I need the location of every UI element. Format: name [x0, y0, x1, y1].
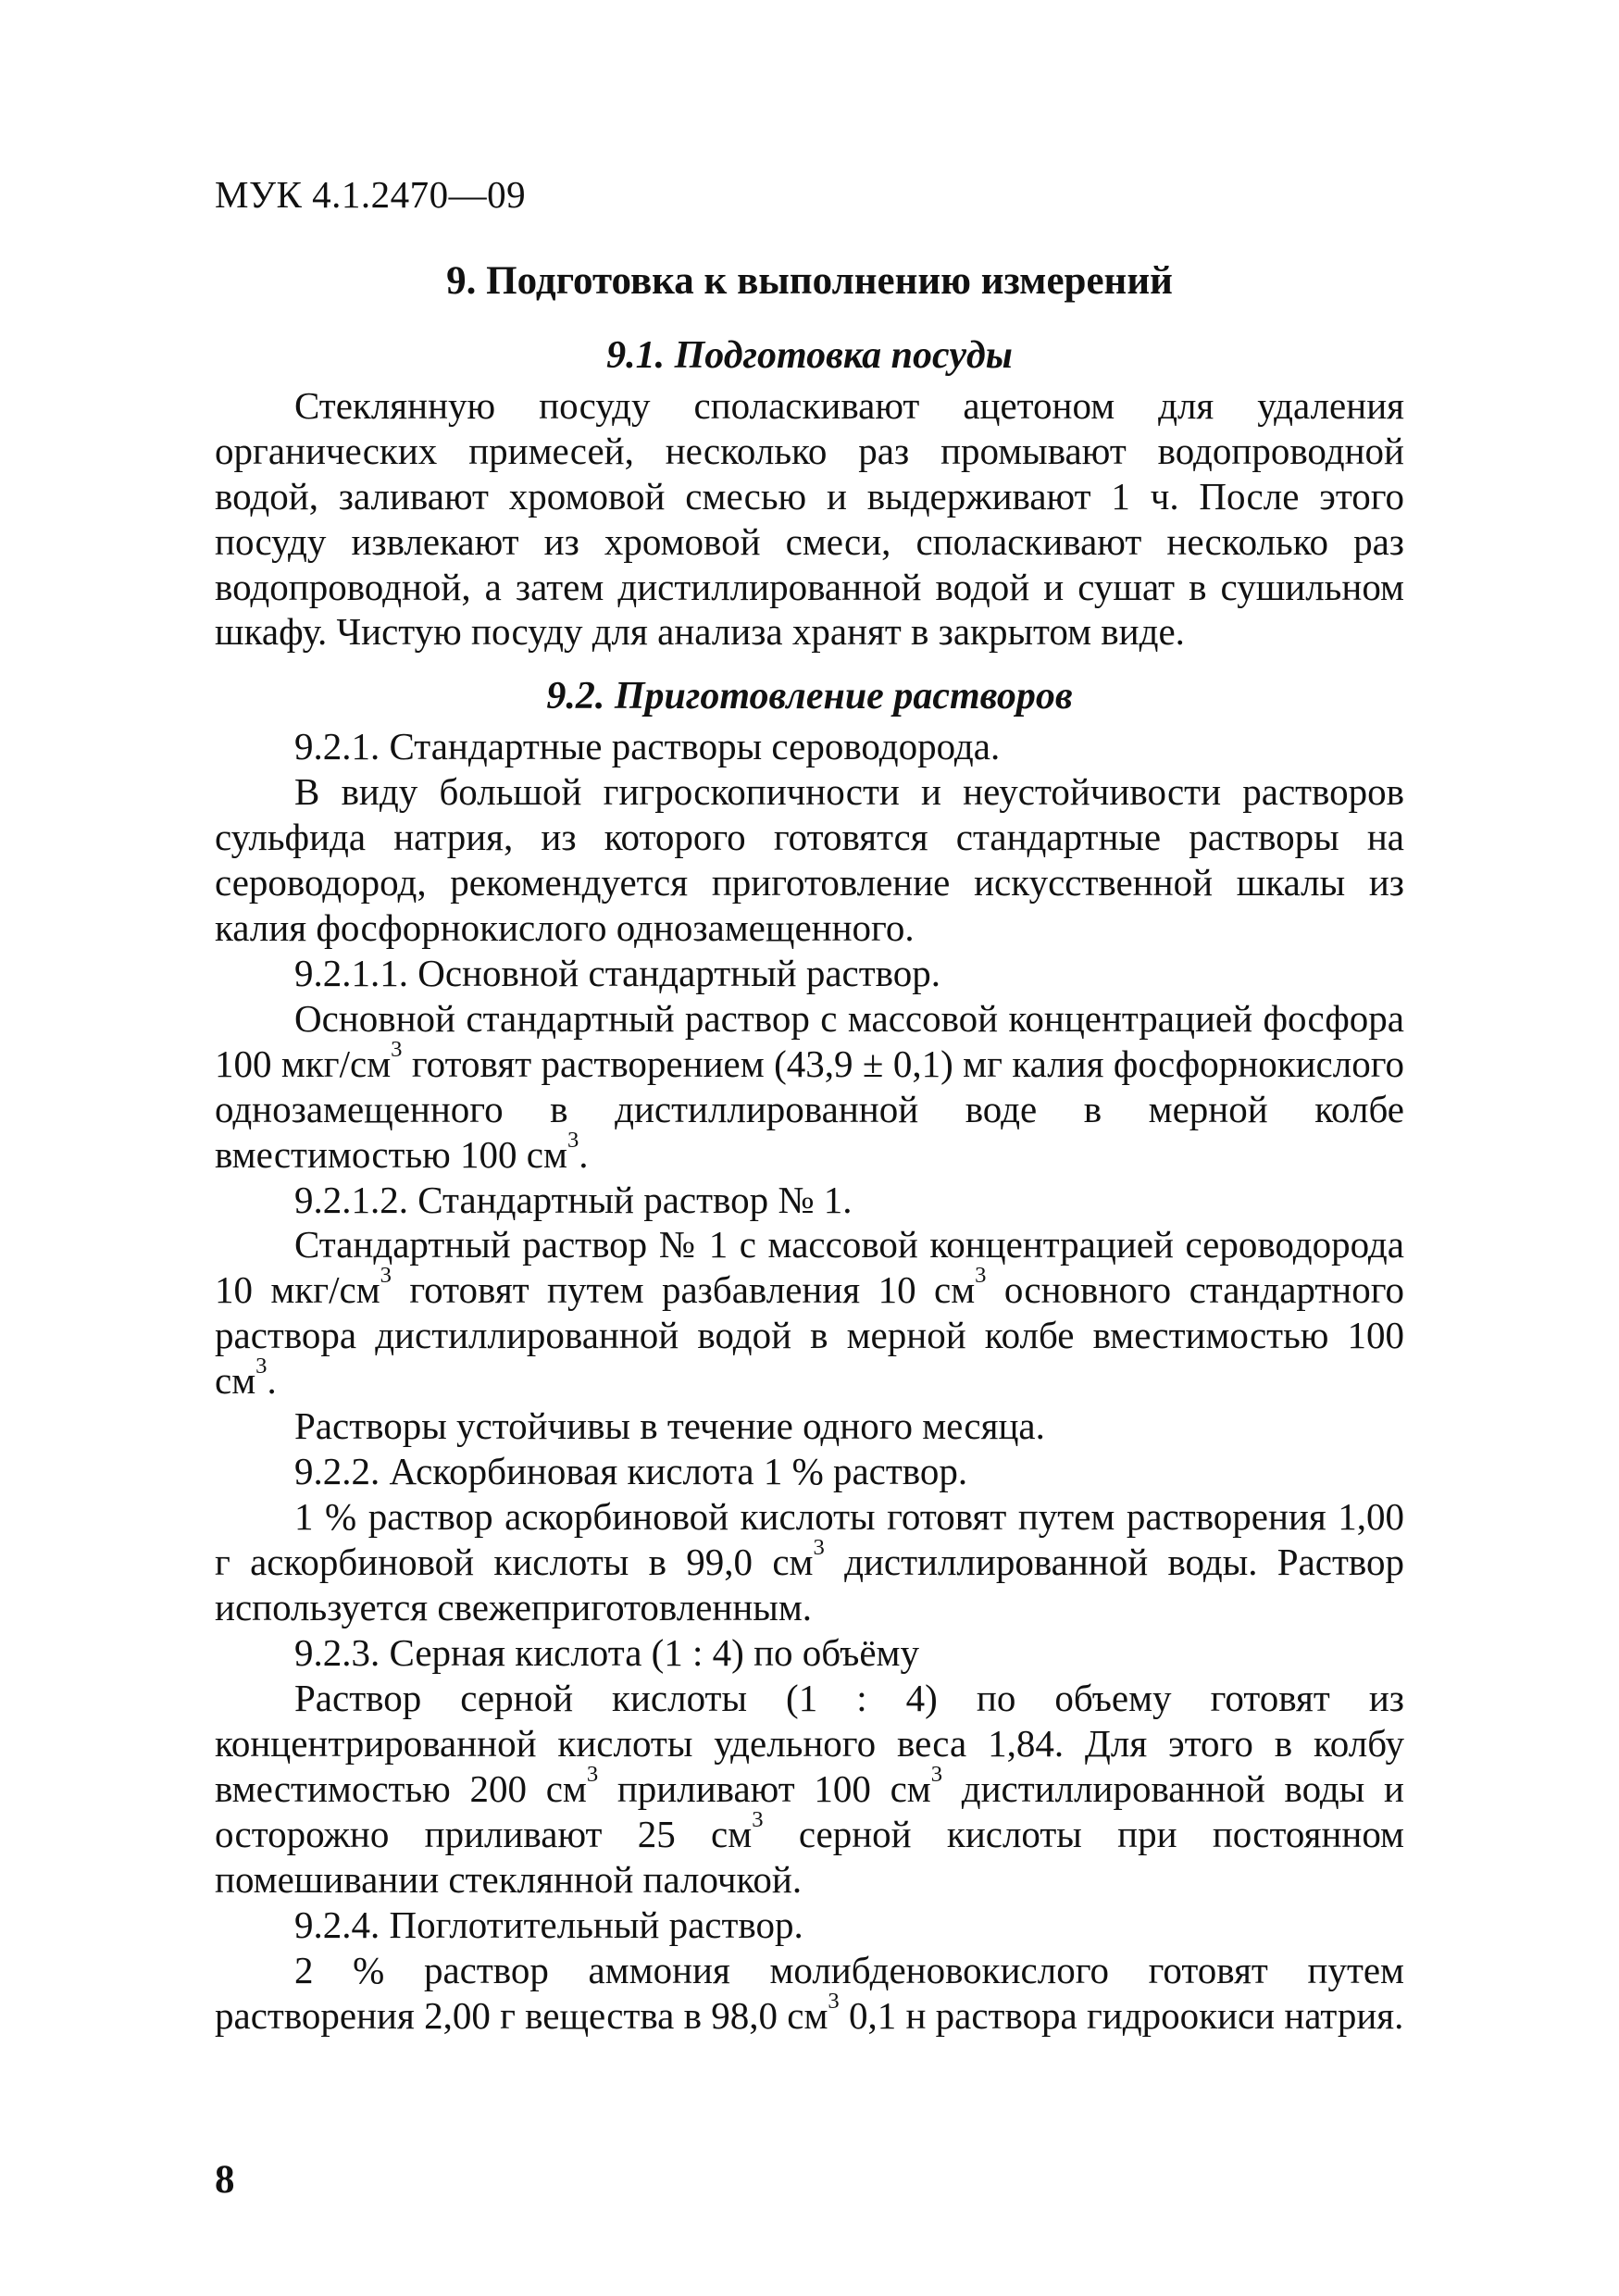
item-heading-9-2-1: 9.2.1. Стандартные растворы сероводорода. — [294, 724, 1001, 767]
subsection-title-9-1: 9.1. Подготовка посуды — [606, 334, 1013, 378]
item-heading-9-2-2: 9.2.2. Аскорбиновая кислота 1 % раствор. — [294, 1450, 968, 1493]
paragraph-9-2-1-1: Основной стандартный раствор с массовой концентрацией фосфора 100 мкг/$см^3$ готовят растворением (43,9 ± 0,1) мг калия фосфорнокислого однозамещенного в дистиллированной воде в мерной колбе вместимостью 100 $см^3$. — [215, 996, 1405, 1176]
page-content — [215, 257, 1404, 2039]
paragraph-9-2-3: Раствор серной кислоты (1 : 4) по объему готовят из концентрированной кислоты удельного веса 1,84. Для этого в колбу вместимостью 200 $см^3$ приливают 100 $см^3$ дистиллированной воды и осторожно приливают 25 $см^3$ серной кислоты при постоянном помешивании стеклянной палочкой. — [215, 1677, 1404, 1902]
paragraph-9-2-2: 1 % раствор аскорбиновой кислоты готовят путем растворения 1,00 г аскорбиновой кислоты в 99,0 $см^3$ дистиллированной воды. Раствор используется свежеприготовленным. — [215, 1495, 1404, 1629]
subsection-title-9-2: 9.2. Приготовление растворов — [546, 675, 1073, 718]
item-heading-9-2-4: 9.2.4. Поглотительный раствор. — [294, 1903, 803, 1947]
item-heading-9-2-3: 9.2.3. Серная кислота (1 : 4) по объёму — [294, 1631, 919, 1675]
paragraph-9-2-4: 2 % раствор аммония молибденовокислого готовят путем растворения 2,00 г вещества в 98,0 $см^3$ 0,1 н раствора гидроокиси натрия. — [215, 1949, 1404, 2038]
document-code-header: МУК 4.1.2470—09 — [215, 173, 527, 216]
section-title: 9. Подготовка к выполнению измерений — [446, 259, 1173, 303]
paragraph-9-2-1: В виду большой гигроскопичности и неустойчивости растворов сульфида натрия, из которого готовятся стандартные растворы на сероводород, рекомендуется приготовление искусственной шкалы из калия фосфорнокислого однозамещенного. — [215, 769, 1404, 949]
item-heading-9-2-1-2: 9.2.1.2. Стандартный раствор № 1. — [294, 1178, 853, 1221]
item-heading-9-2-1-1: 9.2.1.1. Основной стандартный раствор. — [294, 951, 941, 994]
paragraph-glassware-prep: Стеклянную посуду споласкивают ацетоном для удаления органических примесей, несколько раз промывают водопроводной водой, заливают хромовой смесью и выдерживают 1 ч. После этого посуду извлекают из хромовой смеси, споласкивают несколько раз водопроводной, а затем дистиллированной водой и сушат в сушильном шкафу. Чистую посуду для анализа хранят в закрытом виде. — [215, 383, 1404, 654]
page-number: 8 — [215, 2158, 235, 2202]
paragraph-solutions-stable: Растворы устойчивы в течение одного месяца. — [294, 1404, 1045, 1448]
paragraph-9-2-1-2: Стандартный раствор № 1 с массовой концентрацией сероводорода 10 мкг/$см^3$ готовят путем разбавления 10 $см^3$ основного стандартного раствора дистиллированной водой в мерной колбе вместимостью 100 $см^3$. — [215, 1223, 1404, 1403]
